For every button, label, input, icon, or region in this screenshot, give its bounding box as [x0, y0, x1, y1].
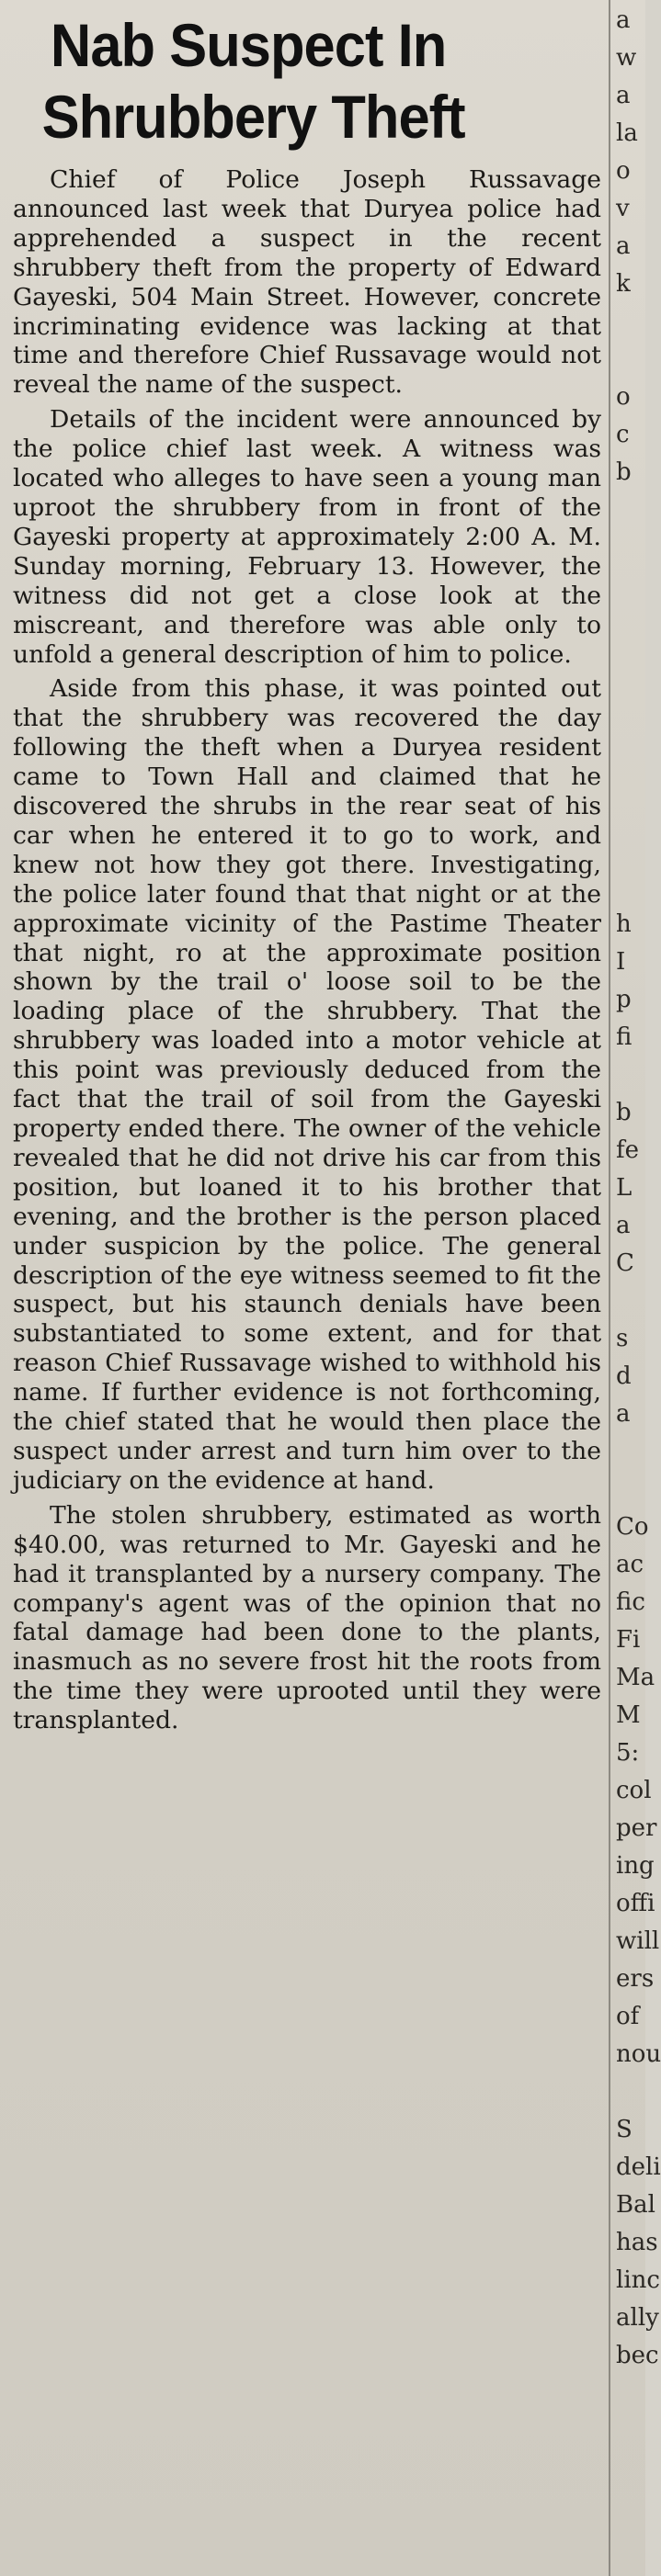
column-fragment: ers: [616, 1965, 655, 1993]
news-article: [13, 9, 601, 2570]
column-fragment: p: [616, 986, 632, 1013]
column-fragment: k: [616, 270, 631, 298]
column-fragment: Ma: [616, 1664, 655, 1691]
column-fragment: nou: [616, 2040, 661, 2068]
column-fragment: has: [616, 2229, 658, 2256]
column-fragment: bec: [616, 2342, 659, 2369]
column-fragment: la: [616, 119, 638, 147]
adjacent-column-fragments: [612, 0, 661, 2576]
column-fragment: col: [616, 1777, 652, 1804]
column-fragment: offi: [616, 1890, 655, 1917]
column-fragment: fic: [616, 1588, 645, 1616]
column-fragment: a: [616, 1212, 631, 1239]
column-fragment: of: [616, 2003, 640, 2030]
column-fragment: ac: [616, 1551, 644, 1578]
column-fragment: v: [616, 195, 630, 222]
column-fragment: a: [616, 232, 631, 260]
article-paragraph: Details of the incident were announced by the police chief last week. A witness was located who alleges to have seen a young man uproot the shrubbery from in front of the Gayeski property at approximately 2:00 A. M. Sunday morning, February 13. However, the witness did not get a close look at the miscreant, and therefore was able only to unfold a general description of him to police.: [13, 405, 601, 669]
column-fragment: a: [616, 6, 631, 34]
article-headline: [13, 9, 603, 153]
column-fragment: fe: [616, 1136, 640, 1164]
column-fragment: 5:: [616, 1739, 640, 1767]
column-fragment: I: [616, 948, 626, 976]
article-paragraph: Chief of Police Joseph Russavage announced last week that Duryea police had apprehended a suspect in the recent shrubbery theft from the property of Edward Gayeski, 504 Main Street. However, concrete incriminating evidence was lacking at that time and therefore Chief Russavage would not reveal the name of the suspect.: [13, 165, 601, 400]
article-paragraph: The stolen shrubbery, estimated as worth $40.00, was returned to Mr. Gayeski and he had it transplanted by a nursery company. The company's agent was of the opinion that no fatal damage had been done to the plants, inasmuch as no severe frost hit the roots from the time they were uprooted until they were transplanted.: [13, 1500, 601, 1735]
column-fragment: ing: [616, 1852, 655, 1880]
column-rule: [609, 0, 610, 2576]
column-fragment: b: [616, 1099, 632, 1126]
column-fragment: h: [616, 910, 632, 938]
column-fragment: linc: [616, 2266, 660, 2294]
column-fragment: w: [616, 44, 637, 72]
column-fragment: S: [616, 2116, 633, 2143]
column-fragment: M: [616, 1701, 641, 1729]
column-fragment: Bal: [616, 2191, 655, 2219]
column-fragment: Co: [616, 1513, 649, 1541]
column-fragment: o: [616, 157, 631, 185]
column-fragment: o: [616, 383, 631, 411]
column-fragment: deli: [616, 2153, 661, 2181]
article-body: [13, 165, 601, 1735]
column-fragment: Fi: [616, 1626, 641, 1654]
column-fragment: b: [616, 458, 632, 486]
headline-line-1: Nab Suspect In: [50, 11, 447, 79]
column-fragment: C: [616, 1249, 634, 1277]
column-fragment: a: [616, 1400, 631, 1428]
column-fragment: a: [616, 82, 631, 109]
column-fragment: ally: [616, 2304, 659, 2332]
column-fragment: c: [616, 421, 630, 448]
article-paragraph: Aside from this phase, it was pointed out that the shrubbery was recovered the day following the theft when a Duryea resident came to Town Hall and claimed that he discovered the shrubs in the rear seat of his car when he entered it to go to work, and knew not how they got there. Investigating, the police later found that that night or at the approximate vicinity of the Pastime Theater that night, ro at the approximate position shown by the trail o' loose soil to be the loading place of the shrubbery. That the shrubbery was loaded into a motor vehicle at this point was previously deduced from the fact that the trail of soil from the Gayeski property ended there. The owner of the vehicle revealed that he did not drive his car from this position, but loaned it to his brother that evening, and the brother is the person placed under suspicion by the police. The general description of the eye witness seemed to fit the suspect, but his staunch denials have been substantiated to some extent, and for that reason Chief Russavage wished to withhold his name. If further evidence is not forthcoming, the chief stated that he would then place the suspect under arrest and turn him over to the judiciary on the evidence at hand.: [13, 674, 601, 1495]
column-fragment: fi: [616, 1023, 633, 1051]
headline-line-2: Shrubbery Theft: [41, 83, 465, 151]
column-fragment: per: [616, 1814, 657, 1842]
column-fragment: L: [616, 1174, 633, 1202]
column-fragment: d: [616, 1362, 632, 1390]
column-fragment: s: [616, 1325, 629, 1352]
column-fragment: will: [616, 1927, 660, 1955]
